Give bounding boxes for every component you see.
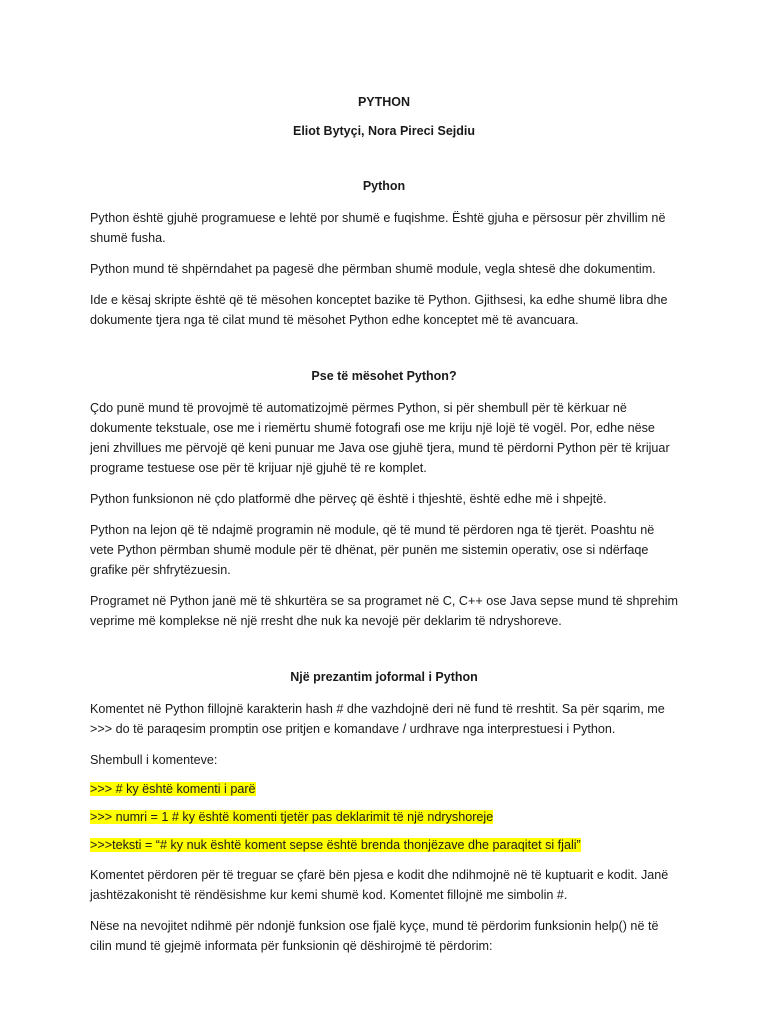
- code-example-line: [90, 837, 678, 854]
- section-heading-informal-intro: Një prezantim joformal i Python: [290, 670, 478, 684]
- paragraph: Komentet përdoren për të treguar se çfarë bën pjesa e kodit dhe ndihmojnë në të kuptuarit e kodit. Janë jashtëzakonisht të rëndësishme kur kemi shumë kod. Komentet fillojnë me simbolin #.: [90, 868, 669, 902]
- highlighted-code: >>> numri = 1 # ky është komenti tjetër pas deklarimit të një ndryshoreje: [90, 810, 494, 824]
- paragraph: Programet në Python janë më të shkurtëra se sa programet në C, C++ ose Java sepse mund të shprehim veprime më komplekse në një rresht dhe nuk ka nevojë për deklarim të ndryshoreve.: [90, 594, 679, 628]
- code-example-line: [90, 809, 678, 826]
- highlighted-code: >>>teksti = “# ky nuk është koment sepse është brenda thonjëzave dhe paraqitet si fjali”: [90, 838, 581, 852]
- document-title: PYTHON: [357, 95, 411, 109]
- examples-label: Shembull i komenteve:: [90, 753, 218, 767]
- paragraph: Python mund të shpërndahet pa pagesë dhe përmban shumë module, vegla shtesë dhe dokumentim.: [90, 262, 656, 276]
- section-heading-why-python: Pse të mësohet Python?: [311, 369, 457, 383]
- paragraph: Python na lejon që të ndajmë programin në module, që të mund të përdoren nga të tjerët. Poashtu në vete Python përmban shumë module për të dhënat, për punën me sistemin operativ, ose si ndërfaqe grafike për shfrytëzuesin.: [90, 523, 655, 577]
- paragraph: Ide e kësaj skripte është që të mësohen konceptet bazike të Python. Gjithsesi, ka edhe shumë libra dhe dokumente tjera nga të cilat mund të mësohet Python edhe konceptet më të avancuara.: [90, 293, 668, 327]
- paragraph: Python funksionon në çdo platformë dhe përveç që është i thjeshtë, është edhe më i shpejtë.: [90, 492, 607, 506]
- highlighted-code: >>> # ky është komenti i parë: [90, 782, 256, 796]
- code-example-line: [90, 781, 678, 798]
- paragraph: Çdo punë mund të provojmë të automatizojmë përmes Python, si për shembull për të kërkuar në dokumente tekstuale, ose me i riemërtu shumë fotografi ose me kriju një lojë të vogël. Por, edhe nëse jeni zhvillues me përvojë që keni punuar me Java ose gjuhë tjera, mund të përdorni Python për të krijuar programe testuese ose për të krijuar një gjuhë të re komplet.: [90, 401, 670, 475]
- paragraph: Python është gjuhë programuese e lehtë por shumë e fuqishme. Është gjuha e përsosur për zhvillim në shumë fusha.: [90, 211, 666, 245]
- paragraph: Nëse na nevojitet ndihmë për ndonjë funksion ose fjalë kyçe, mund të përdorim funksionin help() në të cilin mund të gjejmë informata për funksionin që dëshirojmë të përdorim:: [90, 919, 659, 953]
- paragraph: Komentet në Python fillojnë karakterin hash # dhe vazhdojnë deri në fund të rreshtit. Sa për sqarim, me >>> do të paraqesim promptin ose pritjen e komandave / urdhrave nga interprestuesi i Python.: [90, 702, 665, 736]
- document-authors: Eliot Bytyçi, Nora Pireci Sejdiu: [292, 124, 475, 138]
- section-heading-python: Python: [362, 179, 406, 193]
